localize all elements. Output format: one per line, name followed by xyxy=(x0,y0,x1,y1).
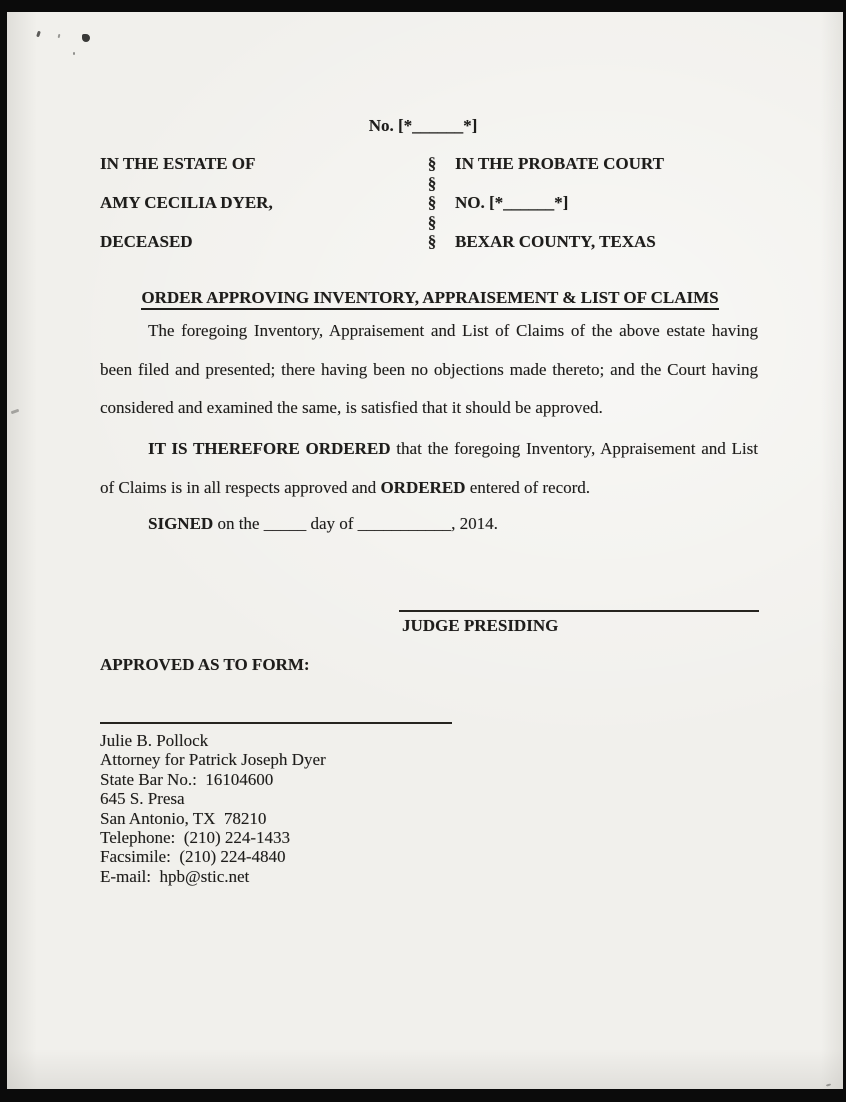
order-title-text: ORDER APPROVING INVENTORY, APPRAISEMENT & LIST OF CLAIMS xyxy=(141,288,718,310)
text-run: that the foregoing Inventory, Appraisement and List of Claims is in all respects approved and xyxy=(100,439,758,497)
text-run: on the _____ day of ___________, 2014. xyxy=(213,514,498,533)
caption-right-column xyxy=(455,154,664,271)
judge-signature-line xyxy=(399,610,759,612)
attorney-line: Attorney for Patrick Joseph Dyer xyxy=(100,750,326,770)
attorney-line: Facsimile: (210) 224-4840 xyxy=(100,847,286,867)
section-symbol: § xyxy=(427,154,437,173)
ordered-paragraph xyxy=(100,430,758,507)
attorney-contact-block xyxy=(100,731,326,886)
caption-county-line: BEXAR COUNTY, TEXAS xyxy=(455,232,656,251)
attorney-signature-line xyxy=(100,722,452,724)
section-symbol: § xyxy=(427,173,437,193)
attorney-line: 645 S. Presa xyxy=(100,789,185,809)
judge-presiding-label: JUDGE PRESIDING xyxy=(402,616,559,635)
signed-date-line xyxy=(100,505,758,544)
caption-decedent-name: AMY CECILIA DYER, xyxy=(100,193,273,212)
caption-deceased-line: DECEASED xyxy=(100,232,193,251)
attorney-line: E-mail: hpb@stic.net xyxy=(100,866,250,886)
caption-section-symbols xyxy=(422,154,442,252)
attorney-line: San Antonio, TX 78210 xyxy=(100,808,267,828)
caption-estate-line: IN THE ESTATE OF xyxy=(100,154,256,173)
attorney-line: Julie B. Pollock xyxy=(100,731,209,750)
findings-paragraph: The foregoing Inventory, Appraisement and List of Claims of the above estate having been filed and presented; there having been no objections made thereto; and the Court having considered and examined the same, is satisfied that it should be approved. xyxy=(100,321,758,418)
case-number-heading: No. [*______*] xyxy=(368,116,478,135)
section-symbol: § xyxy=(427,212,437,232)
caption-cause-number-line: NO. [*______*] xyxy=(455,193,569,212)
text-run: SIGNED xyxy=(148,514,214,533)
caption-court-line: IN THE PROBATE COURT xyxy=(455,154,664,173)
scan-artifact-dot xyxy=(82,34,90,42)
attorney-line: Telephone: (210) 224-1433 xyxy=(100,827,291,847)
text-run: ORDERED xyxy=(380,477,466,497)
caption-left-column xyxy=(100,154,273,271)
scan-artifact-dot xyxy=(73,52,75,55)
attorney-line: State Bar No.: 16104600 xyxy=(100,769,274,789)
text-run: IT IS THEREFORE ORDERED xyxy=(148,439,391,458)
order-title xyxy=(100,288,760,308)
section-symbol: § xyxy=(427,232,437,251)
approved-as-to-form-label: APPROVED AS TO FORM: xyxy=(100,655,310,674)
section-symbol: § xyxy=(427,193,437,212)
case-caption xyxy=(100,154,760,254)
text-run: entered of record. xyxy=(465,477,591,497)
